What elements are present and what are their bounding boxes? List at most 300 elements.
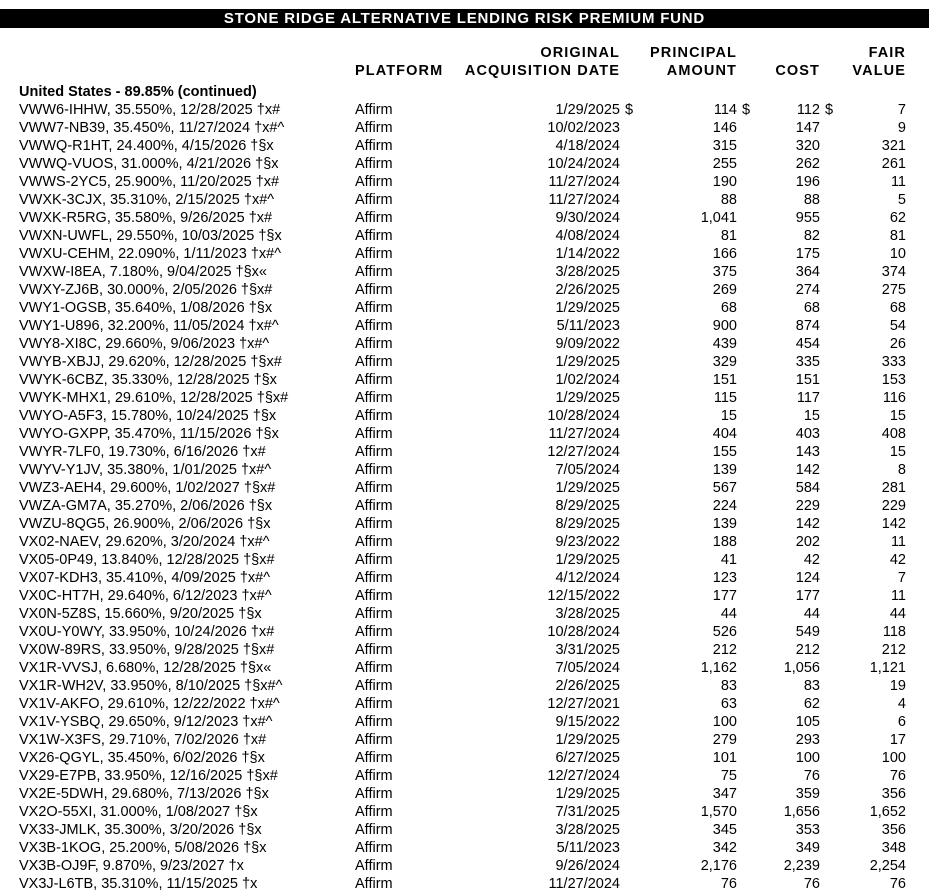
- security-name: VWYO-A5F3, 15.780%, 10/24/2025 †§x: [19, 408, 277, 424]
- currency-symbol: [620, 875, 650, 893]
- col-header-platform: [355, 44, 460, 80]
- row-left-spacer: [0, 443, 19, 461]
- currency-symbol: [820, 407, 850, 425]
- principal-amount-cell: 76: [720, 876, 737, 892]
- table-row: [0, 677, 929, 695]
- security-name: VWYV-Y1JV, 35.380%, 1/01/2025 †x#^: [19, 462, 272, 478]
- platform-cell: Affirm: [355, 534, 393, 550]
- fair-value-cell: 68: [889, 300, 906, 316]
- principal-amount-cell: 81: [720, 228, 737, 244]
- currency-symbol: [820, 317, 850, 335]
- platform-cell: Affirm: [355, 300, 393, 316]
- currency-symbol: [820, 299, 850, 317]
- currency-symbol: [820, 839, 850, 857]
- cost-cell: 143: [795, 444, 820, 460]
- security-name: VX0U-Y0WY, 33.950%, 10/24/2026 †x#: [19, 624, 275, 640]
- security-name: VX1V-AKFO, 29.610%, 12/22/2022 †x#^: [19, 696, 280, 712]
- acquisition-date-cell: 7/05/2024: [555, 462, 620, 478]
- security-name: VWYR-7LF0, 19.730%, 6/16/2026 †x#: [19, 444, 266, 460]
- cost-cell: 62: [803, 696, 820, 712]
- currency-symbol: [820, 137, 850, 155]
- cost-cell: 112: [796, 102, 820, 118]
- fair-value-cell: 2,254: [869, 858, 906, 874]
- currency-symbol: [737, 839, 767, 857]
- fair-value-cell: 153: [881, 372, 906, 388]
- currency-symbol: [620, 641, 650, 659]
- principal-amount-cell: 345: [712, 822, 737, 838]
- acquisition-date-cell: 11/27/2024: [548, 876, 620, 892]
- currency-symbol: [820, 767, 850, 785]
- currency-symbol: [620, 479, 650, 497]
- currency-symbol: [620, 191, 650, 209]
- cost-cell: 100: [795, 750, 820, 766]
- currency-symbol: [737, 407, 767, 425]
- cost-cell: 2,239: [783, 858, 820, 874]
- fair-value-cell: 229: [881, 498, 906, 514]
- fair-value-cell: 374: [881, 264, 906, 280]
- acquisition-date-cell: 8/29/2025: [555, 516, 620, 532]
- table-row: [0, 425, 929, 443]
- platform-cell: Affirm: [355, 822, 393, 838]
- currency-symbol: [820, 461, 850, 479]
- row-left-spacer: [0, 173, 19, 191]
- currency-symbol: [620, 335, 650, 353]
- acquisition-date-cell: 1/29/2025: [555, 732, 620, 748]
- table-row: [0, 353, 929, 371]
- table-row: [0, 173, 929, 191]
- row-left-spacer: [0, 227, 19, 245]
- row-left-spacer: [0, 821, 19, 839]
- security-name: VWY8-XI8C, 29.660%, 9/06/2023 †x#^: [19, 336, 270, 352]
- currency-symbol: [737, 245, 767, 263]
- currency-symbol: [820, 191, 850, 209]
- row-left-spacer: [0, 785, 19, 803]
- acquisition-date-cell: 9/30/2024: [555, 210, 620, 226]
- currency-symbol: [737, 641, 767, 659]
- row-left-spacer: [0, 767, 19, 785]
- principal-amount-cell: 115: [713, 390, 737, 406]
- currency-symbol: [737, 605, 767, 623]
- row-left-spacer: [0, 407, 19, 425]
- principal-amount-cell: 1,041: [700, 210, 737, 226]
- table-row: [0, 803, 929, 821]
- principal-amount-cell: 151: [712, 372, 737, 388]
- currency-symbol: [820, 641, 850, 659]
- acquisition-date-cell: 3/28/2025: [555, 822, 620, 838]
- platform-cell: Affirm: [355, 840, 393, 856]
- principal-amount-cell: 329: [712, 354, 737, 370]
- acquisition-date-cell: 8/29/2025: [555, 498, 620, 514]
- currency-symbol: [737, 299, 767, 317]
- fair-value-cell: 118: [882, 624, 906, 640]
- currency-symbol: [737, 785, 767, 803]
- acquisition-date-cell: 6/27/2025: [555, 750, 620, 766]
- currency-symbol: [820, 821, 850, 839]
- security-name: VX2E-5DWH, 29.680%, 7/13/2026 †§x: [19, 786, 269, 802]
- currency-symbol: [820, 551, 850, 569]
- currency-symbol: [820, 173, 850, 191]
- acquisition-date-cell: 2/26/2025: [555, 282, 620, 298]
- principal-amount-cell: 123: [712, 570, 737, 586]
- principal-amount-cell: 44: [720, 606, 737, 622]
- currency-symbol: [620, 785, 650, 803]
- security-name: VX1V-YSBQ, 29.650%, 9/12/2023 †x#^: [19, 714, 273, 730]
- currency-symbol: [820, 479, 850, 497]
- fund-title-bar: [0, 9, 929, 28]
- platform-cell: Affirm: [355, 606, 393, 622]
- cost-cell: 117: [796, 390, 820, 406]
- fair-value-cell: 10: [889, 246, 906, 262]
- security-name: VWYO-GXPP, 35.470%, 11/15/2026 †§x: [19, 426, 279, 442]
- platform-cell: Affirm: [355, 444, 393, 460]
- fair-value-cell: 44: [889, 606, 906, 622]
- platform-cell: Affirm: [355, 192, 393, 208]
- currency-symbol: [620, 407, 650, 425]
- row-left-spacer: [0, 731, 19, 749]
- row-left-spacer: [0, 749, 19, 767]
- currency-symbol: [737, 803, 767, 821]
- principal-amount-cell: 224: [712, 498, 737, 514]
- acquisition-date-cell: 3/31/2025: [555, 642, 620, 658]
- cost-cell: 177: [795, 588, 820, 604]
- currency-symbol: [737, 443, 767, 461]
- currency-symbol: [820, 803, 850, 821]
- currency-symbol: $: [742, 102, 751, 118]
- row-left-spacer: [0, 209, 19, 227]
- fair-value-cell: 408: [881, 426, 906, 442]
- security-name: VX1R-WH2V, 33.950%, 8/10/2025 †§x#^: [19, 678, 283, 694]
- fair-value-cell: 4: [897, 696, 906, 712]
- currency-symbol: [737, 191, 767, 209]
- platform-cell: Affirm: [355, 174, 393, 190]
- platform-cell: Affirm: [355, 498, 393, 514]
- acquisition-date-cell: 12/27/2024: [547, 768, 620, 784]
- acquisition-date-cell: 12/15/2022: [547, 588, 620, 604]
- fair-value-cell: 1,652: [869, 804, 906, 820]
- table-row: [0, 875, 929, 893]
- acquisition-date-cell: 11/27/2024: [548, 192, 620, 208]
- platform-cell: Affirm: [355, 714, 393, 730]
- security-name: VWY1-OGSB, 35.640%, 1/08/2026 †§x: [19, 300, 273, 316]
- acquisition-date-cell: 1/14/2022: [555, 246, 620, 262]
- table-row: [0, 641, 929, 659]
- platform-cell: Affirm: [355, 696, 393, 712]
- currency-symbol: [620, 371, 650, 389]
- fund-title: STONE RIDGE ALTERNATIVE LENDING RISK PREMIUM FUND: [223, 10, 706, 27]
- principal-amount-cell: 63: [720, 696, 737, 712]
- platform-cell: Affirm: [355, 336, 393, 352]
- fair-value-cell: 15: [889, 408, 906, 424]
- principal-amount-cell: 41: [720, 552, 737, 568]
- platform-cell: Affirm: [355, 804, 393, 820]
- fair-value-cell: 356: [881, 822, 906, 838]
- currency-symbol: $: [625, 102, 634, 118]
- acquisition-date-cell: 4/18/2024: [555, 138, 620, 154]
- security-name: VX0W-89RS, 33.950%, 9/28/2025 †§x#: [19, 642, 275, 658]
- platform-cell: Affirm: [355, 462, 393, 478]
- acquisition-date-cell: 1/29/2025: [555, 102, 620, 118]
- table-row: [0, 299, 929, 317]
- fair-value-cell: 100: [881, 750, 906, 766]
- platform-cell: Affirm: [355, 552, 393, 568]
- currency-symbol: [620, 173, 650, 191]
- row-left-spacer: [0, 335, 19, 353]
- fair-value-cell: 76: [889, 768, 906, 784]
- row-left-spacer: [0, 857, 19, 875]
- section-header: United States - 89.85% (continued): [19, 84, 257, 100]
- currency-symbol: [620, 587, 650, 605]
- currency-symbol: [737, 731, 767, 749]
- platform-cell: Affirm: [355, 858, 393, 874]
- platform-cell: Affirm: [355, 786, 393, 802]
- row-left-spacer: [0, 317, 19, 335]
- cost-cell: 364: [795, 264, 820, 280]
- table-row: [0, 515, 929, 533]
- security-name: VX05-0P49, 13.840%, 12/28/2025 †§x#: [19, 552, 275, 568]
- currency-symbol: [620, 227, 650, 245]
- platform-cell: Affirm: [355, 390, 393, 406]
- holdings-table: [0, 101, 929, 893]
- col-header-fair-value: [820, 44, 906, 80]
- cost-cell: 229: [795, 498, 820, 514]
- fair-value-cell: 5: [897, 192, 906, 208]
- currency-symbol: [737, 533, 767, 551]
- security-name: VWXY-ZJ6B, 30.000%, 2/05/2026 †§x#: [19, 282, 273, 298]
- row-left-spacer: [0, 659, 19, 677]
- security-name: VX1R-VVSJ, 6.680%, 12/28/2025 †§x«: [19, 660, 272, 676]
- currency-symbol: [820, 785, 850, 803]
- cost-cell: 175: [795, 246, 820, 262]
- platform-cell: Affirm: [355, 372, 393, 388]
- platform-cell: Affirm: [355, 282, 393, 298]
- fair-value-cell: 281: [881, 480, 906, 496]
- row-left-spacer: [0, 713, 19, 731]
- col-header-principal-label: PRINCIPAL: [650, 45, 737, 61]
- cost-cell: 42: [803, 552, 820, 568]
- acquisition-date-cell: 7/05/2024: [555, 660, 620, 676]
- security-name: VWWQ-R1HT, 24.400%, 4/15/2026 †§x: [19, 138, 274, 154]
- acquisition-date-cell: 10/28/2024: [547, 408, 620, 424]
- security-name: VX33-JMLK, 35.300%, 3/20/2026 †§x: [19, 822, 262, 838]
- acquisition-date-cell: 2/26/2025: [555, 678, 620, 694]
- principal-amount-cell: 101: [712, 750, 737, 766]
- principal-amount-cell: 68: [720, 300, 737, 316]
- acquisition-date-cell: 4/12/2024: [555, 570, 620, 586]
- platform-cell: Affirm: [355, 156, 393, 172]
- currency-symbol: [620, 551, 650, 569]
- acquisition-date-cell: 1/02/2024: [555, 372, 620, 388]
- currency-symbol: [620, 569, 650, 587]
- cost-cell: 76: [803, 768, 820, 784]
- row-left-spacer: [0, 191, 19, 209]
- cost-cell: 320: [795, 138, 820, 154]
- fair-value-cell: 212: [881, 642, 906, 658]
- currency-symbol: [620, 443, 650, 461]
- row-left-spacer: [0, 515, 19, 533]
- currency-symbol: [737, 227, 767, 245]
- security-name: VWXN-UWFL, 29.550%, 10/03/2025 †§x: [19, 228, 282, 244]
- cost-cell: 147: [795, 120, 820, 136]
- principal-amount-cell: 155: [712, 444, 737, 460]
- row-left-spacer: [0, 875, 19, 893]
- currency-symbol: [737, 371, 767, 389]
- currency-symbol: [620, 839, 650, 857]
- currency-symbol: [737, 821, 767, 839]
- currency-symbol: [820, 263, 850, 281]
- currency-symbol: [820, 731, 850, 749]
- cost-cell: 335: [795, 354, 820, 370]
- security-name: VWZ3-AEH4, 29.600%, 1/02/2027 †§x#: [19, 480, 276, 496]
- platform-cell: Affirm: [355, 102, 393, 118]
- acquisition-date-cell: 10/02/2023: [547, 120, 620, 136]
- security-name: VX2O-55XI, 31.000%, 1/08/2027 †§x: [19, 804, 258, 820]
- security-name: VWZA-GM7A, 35.270%, 2/06/2026 †§x: [19, 498, 273, 514]
- col-header-platform-label: PLATFORM: [355, 63, 444, 79]
- table-row: [0, 101, 929, 119]
- currency-symbol: [620, 263, 650, 281]
- currency-symbol: [737, 209, 767, 227]
- principal-amount-cell: 279: [712, 732, 737, 748]
- currency-symbol: [820, 515, 850, 533]
- principal-amount-cell: 190: [712, 174, 737, 190]
- platform-cell: Affirm: [355, 264, 393, 280]
- platform-cell: Affirm: [355, 246, 393, 262]
- row-left-spacer: [0, 533, 19, 551]
- security-name: VX02-NAEV, 29.620%, 3/20/2024 †x#^: [19, 534, 270, 550]
- table-row: [0, 569, 929, 587]
- row-left-spacer: [0, 245, 19, 263]
- col-header-acquisition-date-label: ACQUISITION DATE: [464, 63, 620, 79]
- cost-cell: 105: [795, 714, 820, 730]
- security-name: VWWQ-VUOS, 31.000%, 4/21/2026 †§x: [19, 156, 279, 172]
- cost-cell: 44: [803, 606, 820, 622]
- currency-symbol: [620, 317, 650, 335]
- row-left-spacer: [0, 569, 19, 587]
- table-row: [0, 371, 929, 389]
- fair-value-cell: 81: [889, 228, 906, 244]
- acquisition-date-cell: 4/08/2024: [555, 228, 620, 244]
- currency-symbol: [820, 533, 850, 551]
- header-left-spacer: [0, 44, 19, 80]
- table-row: [0, 587, 929, 605]
- row-left-spacer: [0, 623, 19, 641]
- cost-cell: 353: [795, 822, 820, 838]
- cost-cell: 1,656: [783, 804, 820, 820]
- row-left-spacer: [0, 389, 19, 407]
- currency-symbol: [620, 695, 650, 713]
- currency-symbol: [620, 281, 650, 299]
- principal-amount-cell: 342: [712, 840, 737, 856]
- row-left-spacer: [0, 839, 19, 857]
- row-left-spacer: [0, 461, 19, 479]
- cost-cell: 151: [795, 372, 820, 388]
- security-name: VWZU-8QG5, 26.900%, 2/06/2026 †§x: [19, 516, 271, 532]
- platform-cell: Affirm: [355, 678, 393, 694]
- platform-cell: Affirm: [355, 480, 393, 496]
- cost-cell: 274: [795, 282, 820, 298]
- security-name: VX26-QGYL, 35.450%, 6/02/2026 †§x: [19, 750, 265, 766]
- cost-cell: 549: [795, 624, 820, 640]
- principal-amount-cell: 375: [712, 264, 737, 280]
- platform-cell: Affirm: [355, 318, 393, 334]
- security-name: VWYB-XBJJ, 29.620%, 12/28/2025 †§x#: [19, 354, 282, 370]
- currency-symbol: [737, 767, 767, 785]
- acquisition-date-cell: 1/29/2025: [555, 786, 620, 802]
- currency-symbol: [820, 605, 850, 623]
- acquisition-date-cell: 11/27/2024: [548, 174, 620, 190]
- security-name: VX3B-OJ9F, 9.870%, 9/23/2027 †x: [19, 858, 244, 874]
- acquisition-date-cell: 1/29/2025: [555, 480, 620, 496]
- table-row: [0, 335, 929, 353]
- currency-symbol: [620, 857, 650, 875]
- currency-symbol: [737, 155, 767, 173]
- cost-cell: 262: [795, 156, 820, 172]
- fair-value-cell: 142: [881, 516, 906, 532]
- currency-symbol: [620, 533, 650, 551]
- currency-symbol: [620, 497, 650, 515]
- currency-symbol: [737, 515, 767, 533]
- table-row: [0, 443, 929, 461]
- platform-cell: Affirm: [355, 516, 393, 532]
- table-row: [0, 407, 929, 425]
- fair-value-cell: 42: [889, 552, 906, 568]
- acquisition-date-cell: 9/26/2024: [555, 858, 620, 874]
- row-left-spacer: [0, 551, 19, 569]
- acquisition-date-cell: 9/15/2022: [555, 714, 620, 730]
- row-left-spacer: [0, 803, 19, 821]
- currency-symbol: [620, 353, 650, 371]
- table-row: [0, 155, 929, 173]
- principal-amount-cell: 900: [712, 318, 737, 334]
- cost-cell: 584: [795, 480, 820, 496]
- acquisition-date-cell: 1/29/2025: [555, 354, 620, 370]
- currency-symbol: [620, 731, 650, 749]
- currency-symbol: [737, 749, 767, 767]
- table-row: [0, 119, 929, 137]
- platform-cell: Affirm: [355, 750, 393, 766]
- security-name: VX0N-5Z8S, 15.660%, 9/20/2025 †§x: [19, 606, 262, 622]
- cost-cell: 15: [803, 408, 820, 424]
- fair-value-cell: 11: [890, 534, 906, 550]
- cost-cell: 88: [803, 192, 820, 208]
- currency-symbol: [620, 803, 650, 821]
- col-header-amount-label: AMOUNT: [666, 63, 737, 79]
- acquisition-date-cell: 1/29/2025: [555, 300, 620, 316]
- table-row: [0, 137, 929, 155]
- table-row: [0, 623, 929, 641]
- currency-symbol: [737, 335, 767, 353]
- currency-symbol: [737, 479, 767, 497]
- col-header-principal-amount: [620, 44, 737, 80]
- currency-symbol: [737, 875, 767, 893]
- principal-amount-cell: 439: [712, 336, 737, 352]
- table-row: [0, 389, 929, 407]
- currency-symbol: [820, 659, 850, 677]
- security-name: VWW6-IHHW, 35.550%, 12/28/2025 †x#: [19, 102, 281, 118]
- fair-value-cell: 333: [881, 354, 906, 370]
- table-row: [0, 713, 929, 731]
- row-left-spacer: [0, 371, 19, 389]
- currency-symbol: [820, 623, 850, 641]
- currency-symbol: [737, 587, 767, 605]
- acquisition-date-cell: 3/28/2025: [555, 264, 620, 280]
- currency-symbol: [737, 713, 767, 731]
- cost-cell: 1,056: [783, 660, 820, 676]
- cost-cell: 196: [795, 174, 820, 190]
- security-name: VWXK-3CJX, 35.310%, 2/15/2025 †x#^: [19, 192, 275, 208]
- row-left-spacer: [0, 263, 19, 281]
- table-row: [0, 461, 929, 479]
